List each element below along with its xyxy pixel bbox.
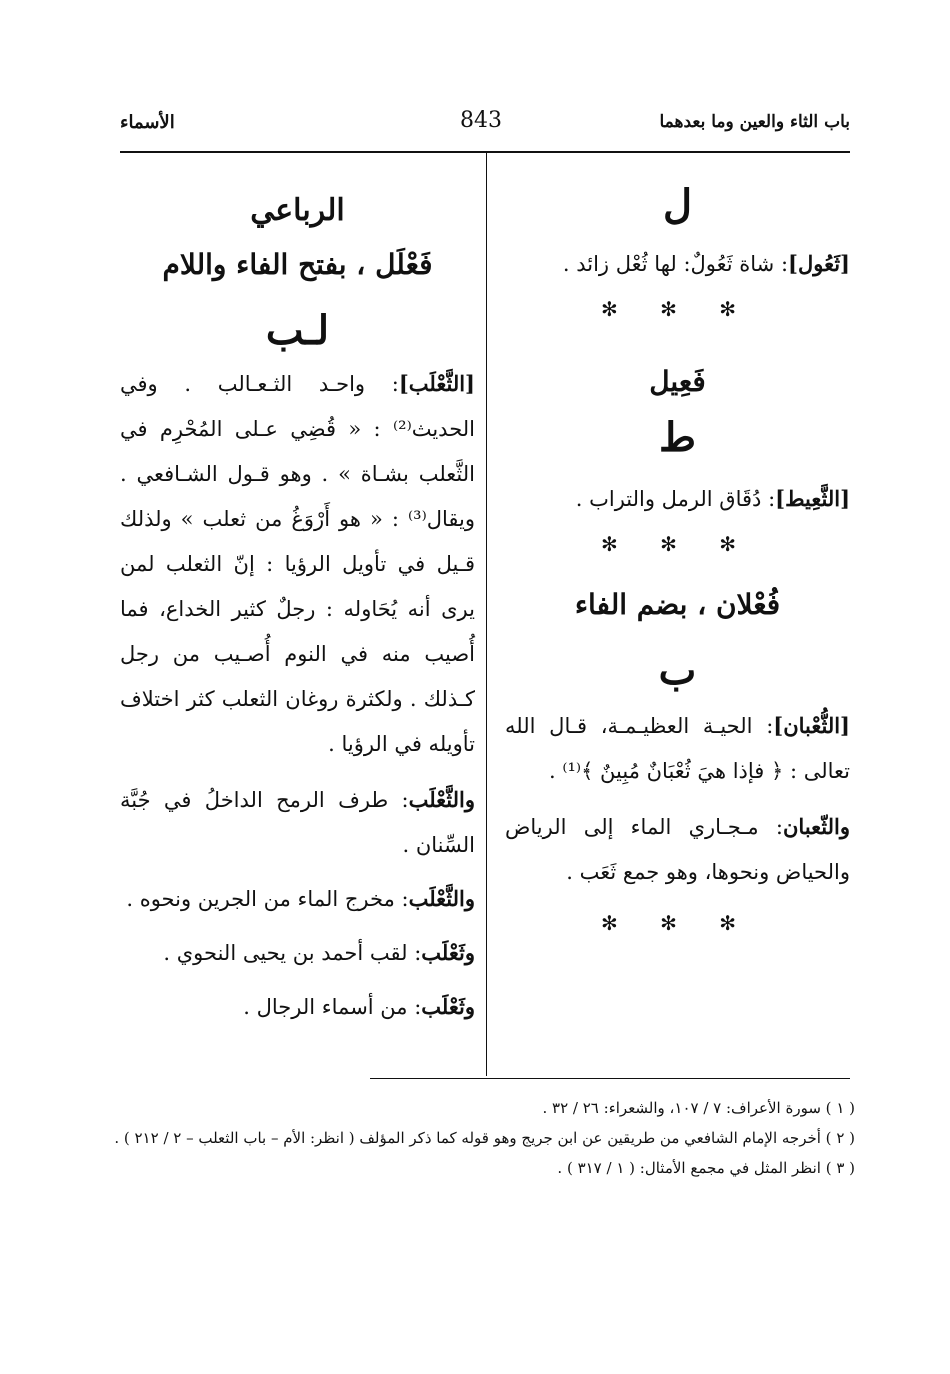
footnote: ( ٢ ) أخرجه الإمام الشافعي من طريقين عن ابن جريج وهو قوله كما ذكر المؤلف ( انظر: الأم – باب الثعلب – ٢ / ٢١٢ ) . (114, 1129, 855, 1147)
entry (505, 241, 850, 287)
entry (505, 703, 850, 794)
entry-keyword: والثّعبان (783, 814, 850, 839)
letter-heading: ل (662, 181, 693, 228)
entry (505, 476, 850, 522)
section-separator: ✻ ✻ ✻ (601, 911, 754, 935)
entry-text: : مـجـاري الماء إلى الرياض والحياض ونحوها، وهو جمع ثَعَب . (505, 815, 850, 884)
entry (120, 984, 475, 1030)
entry (120, 361, 475, 767)
entry-keyword: [الثَّعْلَب] (398, 371, 475, 396)
left-column (120, 175, 475, 1030)
entry-text: : واحـد الثـعـالب . وفي الحديث⁽²⁾ : « قُضِي عـلى المُحْرِم في الثَّعلب بشـاة » . وهو قـول الشـافعي . ويقال⁽³⁾ : « هو أَرْوَغُ من ثعلب » ولذلك قـيل في تأويل الرؤيا : إنّ الثعلب لمن يرى أنه يُحَاوله : رجلٌ كثير الخداع، فما أُصيب منه في النوم أُصـيب من رجل كـذلك . ولكثرة روغان الثعلب كثر اختلاف تأويله في الرؤيا . (120, 372, 475, 756)
column-divider (486, 152, 487, 1076)
entry-text: : الحيـة العظيـمـة، قـال الله تعالى : ﴿ فإذا هيَ ثُعْبَانٌ مُبِينٌ ﴾⁽¹⁾ . (505, 714, 850, 783)
chapter-title: باب الثاء والعين وما بعدهما (659, 112, 850, 132)
right-column (505, 175, 850, 935)
letter-heading: لـب (265, 307, 330, 354)
entry-text: : دُقَاق الرمل والتراب . (575, 487, 776, 511)
section-title: الأسماء (120, 112, 175, 133)
section-separator: ✻ ✻ ✻ (601, 297, 754, 321)
entry (505, 804, 850, 895)
entry-text: : لقب أحمد بن يحيى النحوي . (163, 941, 422, 965)
footnote-rule (370, 1078, 850, 1079)
pattern-heading: فُعْلان ، بضم الفاء (574, 588, 781, 621)
entry (120, 930, 475, 976)
letter-heading: ط (659, 414, 696, 461)
section-heading: الرباعي (250, 193, 345, 228)
entry-keyword: [ثَعُول] (788, 251, 850, 276)
entry-text: : من أسماء الرجال . (243, 995, 422, 1019)
running-header (120, 108, 850, 152)
entry-keyword: وثَعْلَب (421, 994, 475, 1019)
page-number: 843 (460, 108, 502, 133)
letter-heading: ب (658, 647, 697, 694)
footnote: ( ١ ) سورة الأعراف: ٧ / ١٠٧، والشعراء: ٢٦ / ٣٢ . (542, 1099, 855, 1117)
pattern-heading: فَعِيل (649, 365, 706, 398)
entry (120, 777, 475, 868)
entry-keyword: [الثَّعِيط] (775, 486, 850, 511)
footnotes (95, 1093, 855, 1183)
entry-text: : طرف الرمح الداخلُ في جُبَّة السِّنان . (120, 788, 475, 857)
pattern-heading: فَعْلَل ، بفتح الفاء واللام (162, 248, 433, 281)
header-rule (120, 151, 850, 153)
section-separator: ✻ ✻ ✻ (601, 532, 754, 556)
entry-text: : شاة ثَعُولٌ: لها ثُعْل زائد . (562, 252, 789, 276)
footnote: ( ٣ ) انظر المثل في مجمع الأمثال: ( ١ / ٣١٧ ) . (557, 1159, 855, 1177)
entry-keyword: [الثُّعْبان] (773, 713, 850, 738)
entry (120, 876, 475, 922)
entry-keyword: وثَعْلَب (421, 940, 475, 965)
entry-keyword: والثَّعْلَب (408, 787, 475, 812)
entry-text: : مخرج الماء من الجرين ونحوه . (126, 887, 409, 911)
entry-keyword: والثَّعْلَب (408, 886, 475, 911)
